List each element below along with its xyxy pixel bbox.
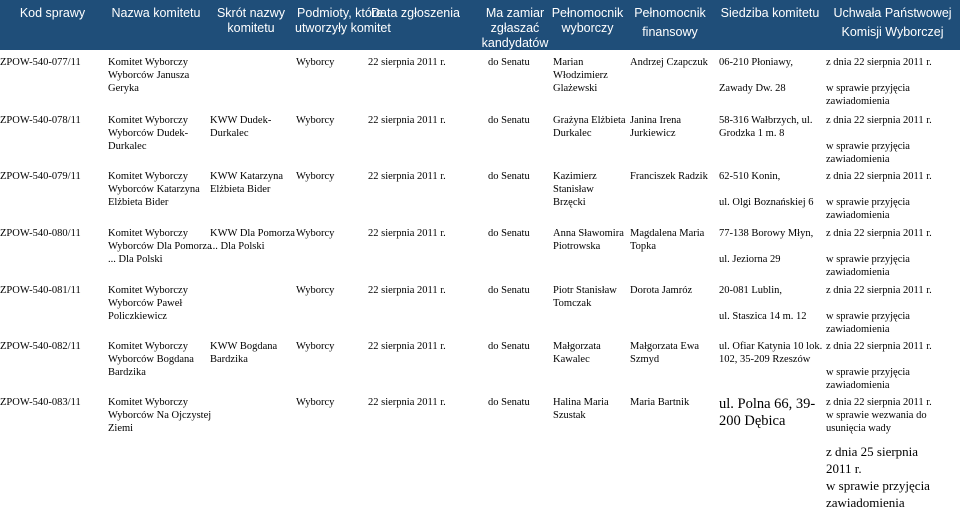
row-3-siedziba: ul. Olgi Boznańskiej 6 bbox=[719, 197, 814, 208]
trailing-note-line: 2011 r. bbox=[826, 461, 862, 476]
row-4-zamiar: do Senatu bbox=[488, 228, 530, 239]
header-uchwala bbox=[825, 0, 960, 50]
header-skrot-line: Skrót nazwy bbox=[216, 6, 286, 20]
row-1-siedziba: Zawady Dw. 28 bbox=[719, 83, 786, 94]
row-3-kod: ZPOW-540-079/11 bbox=[0, 171, 81, 182]
row-3-pelnomocnik_wyborczy: Brzęcki bbox=[553, 197, 586, 208]
header-pelnomocnik_finansowy-line: finansowy bbox=[642, 25, 698, 39]
row-7-pelnomocnik_wyborczy: Szustak bbox=[553, 410, 586, 421]
row-4-pelnomocnik_wyborczy: Piotrowska bbox=[553, 241, 601, 252]
row-5-pelnomocnik_wyborczy: Piotr Stanisław bbox=[553, 285, 617, 296]
header-zamiar bbox=[480, 0, 550, 50]
row-2-uchwala: zawiadomienia bbox=[826, 154, 890, 165]
header-zamiar-line: Ma zamiar bbox=[485, 6, 545, 20]
row-6-skrot: KWW Bogdana bbox=[210, 341, 278, 352]
row-5-nazwa: Komitet Wyborczy bbox=[108, 285, 188, 296]
row-4-nazwa: Komitet Wyborczy bbox=[108, 228, 188, 239]
row-1-podmioty: Wyborcy bbox=[296, 57, 335, 68]
row-3-podmioty: Wyborcy bbox=[296, 171, 335, 182]
row-5-podmioty: Wyborcy bbox=[296, 285, 335, 296]
row-7-nazwa: Komitet Wyborczy bbox=[108, 397, 188, 408]
row-7-siedziba: 200 Dębica bbox=[719, 413, 786, 429]
row-5-pelnomocnik_wyborczy: Tomczak bbox=[553, 298, 592, 309]
row-5-kod: ZPOW-540-081/11 bbox=[0, 285, 81, 296]
row-5-uchwala: z dnia 22 sierpnia 2011 r. bbox=[826, 285, 932, 296]
row-3-skrot: Elżbieta Bider bbox=[210, 184, 271, 195]
row-3-nazwa: Komitet Wyborczy bbox=[108, 171, 188, 182]
trailing-note-line: z dnia 25 sierpnia bbox=[826, 444, 919, 459]
row-5-siedziba: 20-081 Lublin, bbox=[719, 285, 782, 296]
row-4-pelnomocnik_finansowy: Magdalena Maria bbox=[630, 228, 705, 239]
row-4-siedziba: 77-138 Borowy Młyn, bbox=[719, 228, 814, 239]
row-7-zamiar: do Senatu bbox=[488, 397, 530, 408]
header-pelnomocnik_finansowy bbox=[625, 0, 715, 50]
header-pelnomocnik_finansowy-line: Pełnomocnik bbox=[634, 6, 706, 20]
row-7-pelnomocnik_finansowy: Maria Bartnik bbox=[630, 397, 690, 408]
row-7-data: 22 sierpnia 2011 r. bbox=[368, 397, 446, 408]
row-5-data: 22 sierpnia 2011 r. bbox=[368, 285, 446, 296]
row-5-pelnomocnik_finansowy: Dorota Jamróz bbox=[630, 285, 693, 296]
row-1-pelnomocnik_wyborczy: Glażewski bbox=[553, 83, 598, 94]
row-4-uchwala: zawiadomienia bbox=[826, 267, 890, 278]
row-7-pelnomocnik_wyborczy: Halina Maria bbox=[553, 397, 609, 408]
row-1-nazwa: Geryka bbox=[108, 83, 139, 94]
row-3-nazwa: Elżbieta Bider bbox=[108, 197, 169, 208]
row-7-uchwala: z dnia 22 sierpnia 2011 r. bbox=[826, 397, 932, 408]
row-1-pelnomocnik_wyborczy: Włodzimierz bbox=[553, 70, 608, 81]
row-1-uchwala: zawiadomienia bbox=[826, 96, 890, 107]
row-5-zamiar: do Senatu bbox=[488, 285, 530, 296]
row-4-uchwala: z dnia 22 sierpnia 2011 r. bbox=[826, 228, 932, 239]
row-6-pelnomocnik_wyborczy: Małgorzata bbox=[553, 341, 601, 352]
row-1-data: 22 sierpnia 2011 r. bbox=[368, 57, 446, 68]
row-7-nazwa: Wyborców Na Ojczystej bbox=[108, 410, 212, 421]
row-7-uchwala: w sprawie wezwania do bbox=[826, 410, 927, 421]
row-6-kod: ZPOW-540-082/11 bbox=[0, 341, 81, 352]
header-skrot-line: komitetu bbox=[227, 21, 275, 35]
row-2-skrot: KWW Dudek- bbox=[210, 115, 272, 126]
row-6-uchwala: zawiadomienia bbox=[826, 380, 890, 391]
row-6-zamiar: do Senatu bbox=[488, 341, 530, 352]
row-2-nazwa: Wyborców Dudek- bbox=[108, 128, 189, 139]
row-3-nazwa: Wyborców Katarzyna bbox=[108, 184, 200, 195]
header-pelnomocnik_wyborczy-line: Pełnomocnik bbox=[551, 6, 624, 20]
row-3-pelnomocnik_finansowy: Franciszek Radzik bbox=[630, 171, 708, 182]
row-2-data: 22 sierpnia 2011 r. bbox=[368, 115, 446, 126]
row-6-podmioty: Wyborcy bbox=[296, 341, 335, 352]
row-7-kod: ZPOW-540-083/11 bbox=[0, 397, 81, 408]
row-1-uchwala: w sprawie przyjęcia bbox=[826, 83, 910, 94]
row-6-skrot: Bardzika bbox=[210, 354, 248, 365]
header-podmioty-line: Podmioty, które bbox=[297, 6, 383, 20]
row-2-uchwala: z dnia 22 sierpnia 2011 r. bbox=[826, 115, 932, 126]
row-6-pelnomocnik_finansowy: Małgorzata Ewa bbox=[630, 341, 700, 352]
row-1-nazwa: Komitet Wyborczy bbox=[108, 57, 188, 68]
row-2-pelnomocnik_finansowy: Jurkiewicz bbox=[630, 128, 676, 139]
row-6-nazwa: Bardzika bbox=[108, 367, 146, 378]
row-4-nazwa: Wyborców Dla Pomorza bbox=[108, 241, 212, 252]
row-5-uchwala: zawiadomienia bbox=[826, 324, 890, 335]
row-4-data: 22 sierpnia 2011 r. bbox=[368, 228, 446, 239]
row-6-pelnomocnik_finansowy: Szmyd bbox=[630, 354, 660, 365]
row-4-skrot: ... Dla Polski bbox=[210, 241, 265, 252]
row-2-nazwa: Komitet Wyborczy bbox=[108, 115, 188, 126]
row-5-siedziba: ul. Staszica 14 m. 12 bbox=[719, 311, 807, 322]
header-pelnomocnik_wyborczy bbox=[550, 0, 625, 50]
row-2-pelnomocnik_wyborczy: Grażyna Elżbieta bbox=[553, 115, 626, 126]
header-data bbox=[368, 0, 463, 50]
row-3-zamiar: do Senatu bbox=[488, 171, 530, 182]
header-uchwala-line: Uchwała Państwowej bbox=[833, 6, 952, 20]
row-6-nazwa: Komitet Wyborczy bbox=[108, 341, 188, 352]
row-7-siedziba: ul. Polna 66, 39- bbox=[719, 396, 816, 412]
row-5-nazwa: Policzkiewicz bbox=[108, 311, 167, 322]
row-6-uchwala: w sprawie przyjęcia bbox=[826, 367, 910, 378]
header-zamiar-line: kandydatów bbox=[481, 36, 549, 50]
row-1-zamiar: do Senatu bbox=[488, 57, 530, 68]
trailing-note-line: zawiadomienia bbox=[826, 495, 905, 510]
row-2-siedziba: Grodzka 1 m. 8 bbox=[719, 128, 785, 139]
row-4-nazwa: ... Dla Polski bbox=[108, 254, 163, 265]
header-podmioty-line: utworzyły komitet bbox=[295, 21, 391, 35]
row-7-nazwa: Ziemi bbox=[108, 423, 134, 434]
row-4-uchwala: w sprawie przyjęcia bbox=[826, 254, 910, 265]
row-7-podmioty: Wyborcy bbox=[296, 397, 335, 408]
header-skrot bbox=[207, 0, 295, 50]
row-1-nazwa: Wyborców Janusza bbox=[108, 70, 190, 81]
row-2-skrot: Durkalec bbox=[210, 128, 249, 139]
header-kod-line: Kod sprawy bbox=[19, 6, 86, 20]
row-2-pelnomocnik_finansowy: Janina Irena bbox=[630, 115, 682, 126]
header-nazwa-line: Nazwa komitetu bbox=[111, 6, 201, 20]
row-6-uchwala: z dnia 22 sierpnia 2011 r. bbox=[826, 341, 932, 352]
row-2-siedziba: 58-316 Wałbrzych, ul. bbox=[719, 115, 813, 126]
row-3-pelnomocnik_wyborczy: Stanisław bbox=[553, 184, 594, 195]
row-4-podmioty: Wyborcy bbox=[296, 228, 335, 239]
trailing-note-line: w sprawie przyjęcia bbox=[826, 478, 930, 493]
row-3-skrot: KWW Katarzyna bbox=[210, 171, 283, 182]
row-5-uchwala: w sprawie przyjęcia bbox=[826, 311, 910, 322]
row-1-pelnomocnik_finansowy: Andrzej Czapczuk bbox=[630, 57, 708, 68]
row-3-siedziba: 62-510 Konin, bbox=[719, 171, 781, 182]
header-uchwala-line: Komisji Wyborczej bbox=[841, 25, 944, 39]
header-data-line: Data zgłoszenia bbox=[371, 6, 460, 20]
row-2-uchwala: w sprawie przyjęcia bbox=[826, 141, 910, 152]
row-3-pelnomocnik_wyborczy: Kazimierz bbox=[553, 171, 597, 182]
row-7-uchwala: usunięcia wady bbox=[826, 423, 892, 434]
header-zamiar-line: zgłaszać bbox=[490, 21, 540, 35]
row-4-skrot: KWW Dla Pomorza bbox=[210, 228, 295, 239]
row-1-pelnomocnik_wyborczy: Marian bbox=[553, 57, 584, 68]
row-4-pelnomocnik_finansowy: Topka bbox=[630, 241, 657, 252]
row-1-siedziba: 06-210 Płoniawy, bbox=[719, 57, 793, 68]
row-5-nazwa: Wyborców Paweł bbox=[108, 298, 183, 309]
row-6-pelnomocnik_wyborczy: Kawalec bbox=[553, 354, 590, 365]
row-2-kod: ZPOW-540-078/11 bbox=[0, 115, 81, 126]
row-3-uchwala: w sprawie przyjęcia bbox=[826, 197, 910, 208]
row-3-uchwala: zawiadomienia bbox=[826, 210, 890, 221]
row-4-siedziba: ul. Jeziorna 29 bbox=[719, 254, 781, 265]
row-6-data: 22 sierpnia 2011 r. bbox=[368, 341, 446, 352]
header-nazwa bbox=[105, 0, 207, 50]
header-pelnomocnik_wyborczy-line: wyborczy bbox=[561, 21, 614, 35]
row-2-podmioty: Wyborcy bbox=[296, 115, 335, 126]
header-siedziba bbox=[715, 0, 825, 50]
header-siedziba-line: Siedziba komitetu bbox=[720, 6, 820, 20]
row-2-zamiar: do Senatu bbox=[488, 115, 530, 126]
row-4-pelnomocnik_wyborczy: Anna Sławomira bbox=[553, 228, 624, 239]
row-2-pelnomocnik_wyborczy: Durkalec bbox=[553, 128, 592, 139]
row-6-siedziba: 102, 35-209 Rzeszów bbox=[719, 354, 811, 365]
row-4-kod: ZPOW-540-080/11 bbox=[0, 228, 81, 239]
row-2-nazwa: Durkalec bbox=[108, 141, 147, 152]
header-kod bbox=[0, 0, 105, 50]
row-3-uchwala: z dnia 22 sierpnia 2011 r. bbox=[826, 171, 932, 182]
row-6-nazwa: Wyborców Bogdana bbox=[108, 354, 194, 365]
row-3-data: 22 sierpnia 2011 r. bbox=[368, 171, 446, 182]
row-6-siedziba: ul. Ofiar Katynia 10 lok. bbox=[719, 341, 823, 352]
row-1-kod: ZPOW-540-077/11 bbox=[0, 57, 81, 68]
row-1-uchwala: z dnia 22 sierpnia 2011 r. bbox=[826, 57, 932, 68]
